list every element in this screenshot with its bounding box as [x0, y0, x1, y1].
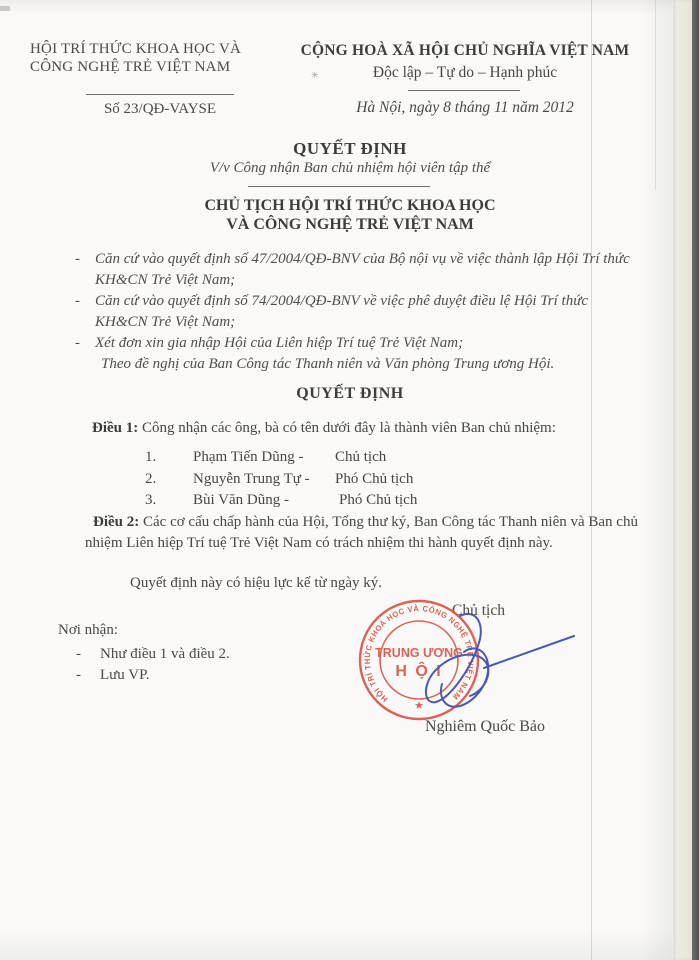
preamble-text: Căn cứ vào quyết định số 74/2004/QĐ-BNV về việc phê duyệt điều lệ Hội Trí thức KH&CN Trẻ Việt Nam; [95, 293, 589, 330]
scan-corner-mark [0, 6, 10, 11]
member-role: Phó Chủ tịch [339, 492, 418, 508]
article-1 [92, 418, 648, 439]
signer-title: Chủ tịch [452, 602, 505, 619]
issuing-org-line1: HỘI TRÍ THỨC KHOA HỌC VÀ [30, 41, 242, 57]
handwritten-signature [398, 598, 588, 728]
national-title: CỘNG HOÀ XÃ HỘI CHỦ NGHĨA VIỆT NAM [300, 42, 630, 59]
national-motto: Độc lập – Tự do – Hạnh phúc [372, 64, 558, 81]
paper-edge-strip [673, 0, 692, 960]
preamble-text: Theo đề nghị của Ban Công tác Thanh niên và Văn phòng Trung ương Hội. [101, 356, 555, 372]
fold-line-secondary [655, 0, 656, 190]
stamp-center-line1: TRUNG ƯƠNG [375, 646, 463, 660]
list-dash: - [75, 251, 80, 267]
recipients-label: Nơi nhận: [58, 622, 119, 638]
scanner-background-strip [692, 0, 699, 960]
recipients-list [58, 644, 318, 686]
article-2 [85, 512, 647, 554]
member-row [60, 469, 620, 491]
signature-icon [398, 598, 588, 728]
signer-name: Nghiêm Quốc Bảo [425, 718, 545, 735]
recipient-text: Như điều 1 và điều 2. [100, 646, 230, 662]
title-rule [248, 186, 430, 187]
document-subject: V/v Công nhận Ban chủ nhiệm hội viên tập thể [209, 160, 491, 176]
preamble-item [75, 291, 643, 333]
member-number: 1. [145, 449, 157, 465]
motto-rule [408, 90, 520, 91]
stamp-center-line2: H Ộ I [395, 663, 443, 680]
issuing-org-line2: CÔNG NGHỆ TRẺ VIỆT NAM [30, 59, 231, 75]
list-dash [75, 354, 95, 375]
recipient-item [58, 665, 318, 686]
list-dash: - [75, 335, 80, 351]
document-title: QUYẾT ĐỊNH [293, 139, 407, 158]
member-role: Phó Chủ tịch [335, 470, 414, 487]
issuing-authority-line1: CHỦ TỊCH HỘI TRÍ THỨC KHOA HỌC [204, 197, 496, 214]
list-dash: - [75, 293, 80, 309]
preamble-text: Xét đơn xin gia nhập Hội của Liên hiệp Trí tuệ Trẻ Việt Nam; [95, 335, 464, 351]
member-role: Chủ tịch [335, 449, 387, 465]
preamble-item [75, 333, 643, 354]
list-dash: - [76, 646, 81, 662]
member-number: 2. [145, 470, 157, 487]
article-1-label: Điều 1: [92, 420, 139, 436]
left-header-rule [86, 94, 234, 95]
article-2-text: Các cơ cấu chấp hành của Hội, Tổng thư ký, Ban Công tác Thanh niên và Ban chủ nhiệm Liên hiệp Trí tuệ Trẻ Việt Nam có trách nhiệm thi hành quyết định này. [85, 514, 638, 551]
recipient-item [58, 644, 318, 665]
preamble-text: Căn cứ vào quyết định số 47/2004/QĐ-BNV của Bộ nội vụ về việc thành lập Hội Trí thức KH&CN Trẻ Việt Nam; [95, 251, 630, 288]
article-1-text: Công nhận các ông, bà có tên dưới đây là thành viên Ban chủ nhiệm: [142, 420, 556, 436]
issuing-authority-line2: VÀ CÔNG NGHỆ TRẺ VIỆT NAM [226, 216, 474, 233]
preamble-item [75, 354, 643, 375]
decision-heading: QUYẾT ĐỊNH [296, 385, 404, 402]
member-row [60, 490, 620, 512]
issuing-org-name [30, 40, 280, 76]
member-number: 3. [145, 492, 157, 508]
preamble-item [75, 249, 643, 291]
list-dash: - [76, 667, 81, 683]
member-name: Bùi Văn Dũng - [193, 492, 289, 508]
place-dateline: Hà Nội, ngày 8 tháng 11 năm 2012 [356, 99, 574, 116]
preamble-list [75, 249, 643, 375]
article-2-label: Điều 2: [93, 514, 140, 530]
stamp-ring-text: HỘI TRÍ THỨC KHOA HỌC VÀ CÔNG NGHỆ TRẺ VIỆT NAM [362, 604, 476, 704]
member-name: Nguyễn Trung Tự - [193, 470, 310, 487]
member-name: Phạm Tiến Dũng - [193, 449, 304, 465]
stamp-star-icon: ★ [414, 700, 424, 712]
issuing-authority [120, 196, 580, 234]
effect-clause: Quyết định này có hiệu lực kể từ ngày ký. [130, 575, 383, 591]
scan-speck: ✳ [311, 70, 319, 80]
member-row [60, 447, 620, 469]
document-number: Số 23/QĐ-VAYSE [103, 101, 217, 117]
recipient-text: Lưu VP. [100, 667, 150, 683]
member-list [60, 447, 620, 512]
